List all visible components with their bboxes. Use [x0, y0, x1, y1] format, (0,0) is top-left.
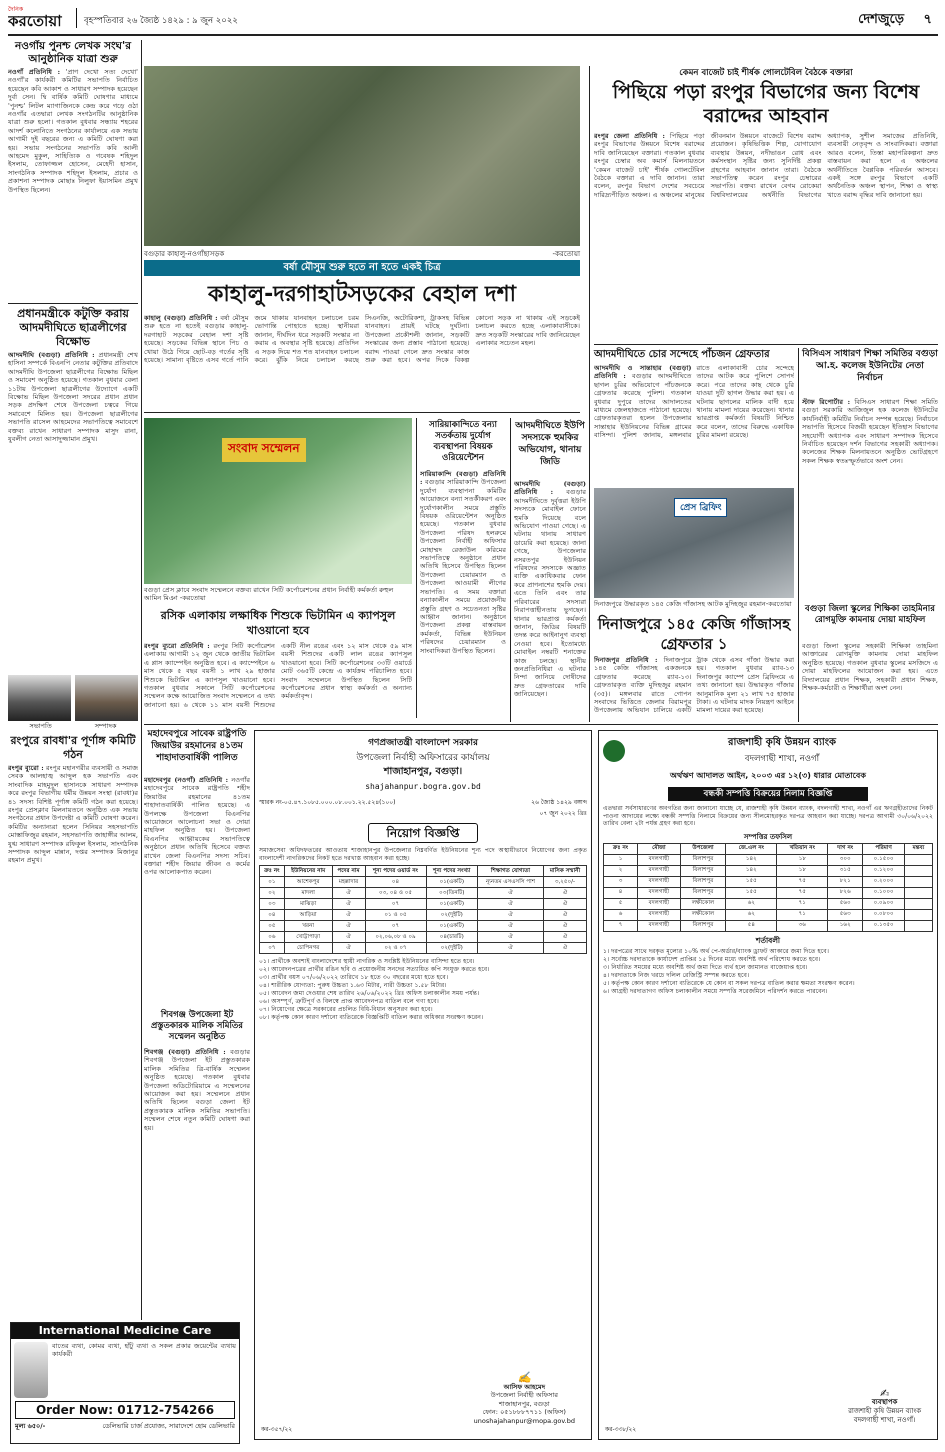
sariakandi-divider	[510, 418, 511, 722]
secretary-caption: সম্পাদক	[94, 722, 117, 730]
bank-table-cell: ১৫৫	[726, 876, 777, 887]
bank-table-cell: ০.১২০০	[863, 865, 905, 876]
bank-table-cell: ৬২	[726, 909, 777, 920]
story2-text: প্রধানমন্ত্রী শেখ হাসিনা সম্পর্কে বিএনপি নেতার কটুক্তির প্রতিবাদে আদমদীঘি উপজেলা ছাত্রলীগের বিক্ষোভ মিছিল ও সমাবেশ অনুষ্ঠিত হয়েছে। গতকাল বুধবার বেলা ১১টায় উপজেলা ছাত্রলীগের উদ্যোগে একটি বিক্ষোভ মিছিল উপজেলা সদরের প্রধান প্রধান সড়ক প্রদক্ষিণ শেষে উপজেলা চত্বরে গিয়ে সমাবেশে মিলিত হয়। উপজেলা ছাত্রলীগের সভাপতি রাসেল আহমেদের সভাপতিত্বে সমাবেশে বক্তব্য রাখেন সাধারণ সম্পাদক মাসুদ রানা, যুবলীগ নেতা আসাদুজ্জামান প্রমুখ।	[8, 351, 138, 444]
kahalu-bottom-rule	[144, 412, 580, 413]
govt-table-header-cell: মাসিক সম্মানী	[543, 866, 586, 877]
page-number: ৭	[923, 12, 932, 27]
govt-table-cell: মহল্লাদার	[332, 877, 365, 888]
bank-code: কর-৩৩৮/২২	[605, 1426, 637, 1433]
bank-table-cell: ০.০৮০০	[863, 909, 905, 920]
story2-byline: আদমদীঘি (বগুড়া) প্রতিনিধি :	[8, 351, 95, 359]
left-column	[8, 40, 138, 1316]
bank-table-cell	[905, 898, 933, 909]
bank-term-item: ৫। কর্তৃপক্ষ কোন কারণ দর্শানো ব্যতিরেকে যে কোন বা সকল দরপত্র বাতিল করার ক্ষমতা সংরক্ষণ করেন।	[603, 979, 855, 987]
bcs-body	[802, 398, 938, 598]
ad-body: বাতের ব্যথা, কোমর ব্যথা, হাঁটু ব্যথা ও সকল প্রকার জয়েন্টের ব্যথায় কার্যকরী	[52, 1342, 236, 1358]
govt-table-row	[260, 877, 587, 888]
govt-table-row	[260, 888, 587, 899]
mohadevpur-byline: মহাদেবপুর (নওগাঁ) প্রতিনিধি :	[144, 776, 229, 784]
press-divider	[416, 418, 417, 718]
kahalu-text: বর্ষা মৌসুম শুরু হতে না হতেই বগুড়ার কাহালু-দরগাহাট সড়কের বেহাল দশা সৃষ্টি হয়েছে। সড়কের বিভিন্ন স্থানে পিচ ও খোয়া উঠে গিয়ে ছোট-বড় গর্তের সৃষ্টি হয়েছে। সামান্য বৃষ্টিতে এসব গর্তে পানি জমে থাকায় যানবাহন চলাচলে চরম ভোগান্তি পোহাতে হচ্ছে। স্থানীয়রা জানান, দীর্ঘদিন ধরে সড়কটি সংস্কার না করায় এ অবস্থার সৃষ্টি হয়েছে। প্রতিদিন এ সড়ক দিয়ে শত শত যানবাহন চলাচল করে। ঝুঁকি নিয়ে চলাচল করছে সিএনজি, অটোরিকশা, ট্রাকসহ বিভিন্ন যানবাহন। প্রায়ই ঘটছে দুর্ঘটনা। উপজেলা প্রকৌশলী জানান, সড়কটি সংস্কারের জন্য প্রস্তাব পাঠানো হয়েছে। বরাদ্দ পাওয়া গেলে দ্রুত সংস্কার কাজ শুরু করা হবে। অপর দিকে বিকল্প কোনো সড়ক না থাকায় এই সড়কেই চলাচল করতে হচ্ছে এলাকাবাসীকে। দ্রুত সড়কটি সংস্কারের দাবি জানিয়েছেন এলাকার সচেতন মহল।	[144, 314, 580, 365]
bank-table-cell	[905, 854, 933, 865]
govt-memo: স্মারক নং-০৫.৪৭.১০৮৫.০০০.০৮.০০১.২২.৫২৪(১০০)	[259, 799, 396, 806]
bank-table-cell: লক্ষীকোল	[680, 909, 726, 920]
govt-table-cell: ঐ	[478, 943, 544, 954]
shibganj-body	[144, 1048, 250, 1316]
bank-table-cell: ০.১৩৫০	[863, 920, 905, 931]
rangpur-kicker: কেমন বাজেট চাই শীর্ষক গোলটেবিল বৈঠকে বক্তারা	[679, 68, 853, 78]
mid-page-rule	[144, 724, 938, 725]
bank-table-cell: ৭১	[777, 898, 828, 909]
bank-table-cell: বদলগাছী	[638, 865, 681, 876]
govt-table-cell: ০১(একটি)	[426, 877, 477, 888]
govt-table-cell: খোট্টাপাড়া	[284, 932, 332, 943]
bank-auction-notice	[598, 730, 938, 1440]
bank-table-row	[604, 865, 933, 876]
govt-table-cell: ০৩(তিনটি)	[426, 888, 477, 899]
sariakandi-text: বগুড়ার সারিয়াকান্দি উপজেলা দুর্যোগ ব্যবস্থাপনা কমিটির আয়োজনে বন্যা সতর্কীকরণ এবং দুর্যোগকালীন সময়ে প্রস্তুতি বিষয়ক ওরিয়েন্টেশন অনুষ্ঠিত হয়েছে। গতকাল বুধবার উপজেলা পরিষদ হলরুমে উপজেলা নির্বাহী অফিসার মোহাম্মদ রেজাউল করিমের সভাপতিত্বে অনুষ্ঠানে প্রধান অতিথি হিসেবে উপস্থিত ছিলেন উপজেলা চেয়ারম্যান ও উপজেলা আওয়ামী লীগের সভাপতি। এ সময় বক্তারা বন্যাকালীন সময়ে প্রয়োজনীয় প্রস্তুতি গ্রহণ ও সচেতনতা সৃষ্টির আহ্বান জানান। অনুষ্ঠানে উপজেলা প্রকল্প বাস্তবায়ন কর্মকর্তা, বিভিন্ন ইউনিয়ন পরিষদের চেয়ারম্যান ও সাংবাদিকরা উপস্থিত ছিলেন।	[420, 478, 506, 655]
logo-top: দৈনিক	[8, 6, 24, 13]
govt-sign-role: উপজেলা নির্বাহী অফিসার	[490, 1391, 558, 1399]
rangpur-body	[594, 132, 938, 342]
bank-table-cell: ৭	[604, 920, 638, 931]
govt-condition-item: ০৭। নিয়োগের ক্ষেত্রে সরকারের প্রচলিত বিধি-বিধান অনুসরণ করা হবে।	[259, 1006, 433, 1014]
govt-code: কর-৩৫৭/২২	[261, 1426, 293, 1433]
story3-byline: রংপুর ব্যুরো :	[8, 764, 44, 772]
govt-table-cell: ঐ	[332, 910, 365, 921]
govt-table-cell: ৩,২৫০/-	[543, 877, 586, 888]
ganja-banner: প্রেস ব্রিফিং	[674, 498, 727, 517]
press-banner: সংবাদ সম্মেলন	[222, 438, 306, 462]
govt-table-cell: ঐ	[332, 888, 365, 899]
govt-line1: গণপ্রজাতন্ত্রী বাংলাদেশ সরকার	[368, 738, 478, 748]
logo	[8, 6, 72, 30]
bank-table-row	[604, 920, 933, 931]
bank-table-row	[604, 854, 933, 865]
govt-table-cell: ০২ ও ০৭	[365, 943, 426, 954]
govt-table-cell: ন্যূনতম এসএসসি পাশ	[478, 877, 544, 888]
press-text: রংপুর সিটি কর্পোরেশন এলাকায় আগামী ১২ জুন থেকে জাতীয় ভিটামিন এ প্লাস ক্যাম্পেইন অনুষ্ঠিত হবে। এ ক্যাম্পেইনে ৬ মাস থেকে ৫ বছর বয়সী ১ লাখ ২৯ হাজার শিশুকে ভিটামিন এ ক্যাপসুল খাওয়ানো হবে। গতকাল বুধবার সকালে সিটি কর্পোরেশনের সম্মেলন কক্ষে আয়োজিত সংবাদ সম্মেলনে এ তথ্য জানানো হয়। ৬ থেকে ১১ মাস বয়সী শিশুদের একটি নীল রঙের এবং ১২ মাস থেকে ৫৯ মাস বয়সী শিশুদের একটি লাল রঙের ক্যাপসুল খাওয়ানো হবে। সিটি কর্পোরেশনের ৩৩টি ওয়ার্ডে মোট ৩৬৫টি কেন্দ্রে এ কার্যক্রম পরিচালিত হবে। সংবাদ সম্মেলনে উপস্থিত ছিলেন সিটি কর্পোরেশনের প্রধান স্বাস্থ্য কর্মকর্তা ও অন্যান্য কর্মকর্তাবৃন্দ।	[144, 642, 412, 709]
govt-condition-item: ০৩। প্রার্থীর বয়স ০৭/০৬/২০২২ তারিখে ১৮ হতে ৩০ বছরের মধ্যে হতে হবে।	[259, 974, 449, 982]
bank-term-item: ২। সর্বোচ্চ দরদাতাকে কার্যাদেশ প্রাপ্তির ১৫ দিনের মধ্যে অবশিষ্ট অর্থ পরিশোধ করতে হবে।	[603, 955, 821, 963]
govt-table-cell: ঐ	[332, 932, 365, 943]
govt-condition-item: ০১। প্রার্থীকে অবশ্যই বাংলাদেশের স্থায়ী নাগরিক ও সংশ্লিষ্ট ইউনিয়নের বাসিন্দা হতে হবে।	[259, 958, 475, 966]
road-photo	[144, 66, 580, 246]
rangpur-byline: রংপুর জেলা প্রতিনিধি :	[594, 132, 665, 140]
bank-table-cell: ৩০০	[828, 854, 863, 865]
bcs-byline: স্টাফ রিপোর্টার :	[802, 398, 850, 406]
bank-table-cell: বদলগাছী	[638, 920, 681, 931]
bank-table-header-cell: মৌজা	[638, 843, 681, 854]
press-headline: রসিক এলাকায় লক্ষাধিক শিশুকে ভিটামিন এ ক্যাপসুল খাওয়ানো হবে	[160, 609, 396, 637]
govt-vacancy-table	[259, 865, 587, 954]
press-conference-photo	[144, 418, 412, 584]
rangpur-bottom-rule	[594, 344, 938, 345]
bank-law: অর্থঋণ আদালত আইন, ২০০৩ এর ১২(৩) ধারার মোতাবেক	[670, 771, 866, 780]
govt-table-cell: ঐ	[478, 888, 544, 899]
story1-body	[8, 68, 138, 300]
bank-table-cell: ১৮	[777, 865, 828, 876]
ganja-body	[594, 656, 794, 722]
govt-table-cell: ০২(দুইটি)	[426, 943, 477, 954]
govt-table-cell: ঐ	[332, 943, 365, 954]
mohadevpur-text: নওগাঁর মহাদেবপুরে সাবেক রাষ্ট্রপতি শহীদ জিয়াউর রহমানের ৪১তম শাহাদাতবার্ষিকী পালিত হয়েছে। এ উপলক্ষে উপজেলা বিএনপির আয়োজনে আলোচনা সভা ও দোয়া মাহফিল অনুষ্ঠিত হয়। উপজেলা বিএনপির আহ্বায়কের সভাপতিত্বে অনুষ্ঠানে প্রধান অতিথি হিসেবে বক্তব্য রাখেন জেলা বিএনপির সদস্য সচিব। বক্তারা শহীদ জিয়ার জীবন ও কর্মের ওপর আলোকপাত করেন।	[144, 776, 250, 877]
bank-term-item: ৪। দরদাতাকে নিজ খরচে দলিল রেজিস্ট্রি সম্পন্ন করতে হবে।	[603, 971, 750, 979]
bank-table-cell: ১৪২	[726, 865, 777, 876]
govt-intro: সমাজসেবা অধিদফতরের আওতায় শাজাহানপুর উপজেলার নিম্নবর্ণিত ইউনিয়নের শূন্য পদে অস্থায়ীভাবে নিয়োগের জন্য প্রকৃত বাংলাদেশী নাগরিকদের নিকট হতে দরখাস্ত আহবান করা হচ্ছে।	[259, 847, 587, 862]
bank-table-cell: লক্ষীকোল	[680, 898, 726, 909]
bank-sign-bank: রাজশাহী কৃষি উন্নয়ন ব্যাংক	[848, 1407, 921, 1415]
mohadevpur-headline: মহাদেবপুরে সাবেক রাষ্ট্রপতি জিয়াউর রহমানের ৪১তম শাহাদাতবার্ষিকী পালিত	[147, 729, 247, 763]
bank-table-cell: ১৮	[777, 854, 828, 865]
govt-table-row	[260, 910, 587, 921]
govt-table-cell: ০৬	[260, 932, 285, 943]
govt-table-cell: ০২(দুইটি)	[426, 910, 477, 921]
sariakandi-body	[420, 470, 506, 722]
upmember-body	[514, 480, 586, 722]
theft-body	[594, 364, 794, 484]
theft-byline: আদমদীঘি ও সান্তাহার (বগুড়া) প্রতিনিধি :	[594, 364, 692, 381]
ad-order[interactable]: Order Now: 01712-754266	[15, 1401, 235, 1419]
bank-sign-role: ব্যবস্থাপক	[871, 1398, 898, 1406]
govt-table-cell: মাঝিড়া	[284, 899, 332, 910]
bank-table-cell: ৫	[604, 898, 638, 909]
story2-body	[8, 351, 138, 669]
masthead-divider	[76, 8, 77, 28]
govt-table-header-cell: ক্রঃ নং	[260, 866, 285, 877]
govt-line3: শাজাহানপুর, বগুড়া।	[383, 766, 463, 777]
bank-table-header-cell: খতিয়ান নং	[777, 843, 828, 854]
govt-table-cell: ০৭	[365, 899, 426, 910]
center-right-divider	[589, 66, 590, 722]
rangpur-headline: পিছিয়ে পড়া রংপুর বিভাগের জন্য বিশেষ বরাদ্দের আহবান	[612, 81, 920, 127]
school-headline: বগুড়া জিলা স্কুলের শিক্ষিকা তাহমিনার রোগমুক্তি কামনায় দোয়া মাহফিল	[805, 604, 935, 625]
govt-table-cell: আড়িয়া	[284, 910, 332, 921]
bank-table-cell	[905, 920, 933, 931]
bank-table-cell: ২	[604, 865, 638, 876]
president-photo	[8, 675, 71, 721]
bank-table-header-cell: ক্রঃ নং	[604, 843, 638, 854]
bank-sign-branch: বদলগাছী শাখা, নওগাঁ।	[853, 1416, 916, 1424]
story1-text: 'প্রাণ দেখো সত্য দেখো' নওগাঁ'র কার্যকরী কমিটির সভাপতি নির্বাচিত হয়েছেন কবি আকাশ ও সাধারণ সম্পাদক হয়েছেন দুর্বা সেন। দ্বি বার্ষিক কমিটি ঘোষণার মাধ্যমে 'পুনশ্চ' লিটল ম্যাগাজিনকে কেন্দ্র করে গড়ে ওঠা নওগাঁর এতদ্বারা লেখক সংগঠনটির আনুষ্ঠানিক যাত্রা শুরু হলো। গতকাল বুধবার সন্ধ্যায় শহরের আদর্শ কলোনিতে সংগঠনের কার্যালয়ে এক সভায় আগামী দুই বছরের জন্য এ কমিটি ঘোষণা করা হয়। সভায় সংগঠনের সভাপতি কবি আলী আহমেদ মুকুল, সাহিত্যিক ও গবেষক শহিদুল ইসলাম, তোফাজ্জল হোসেন, মেহেদী হাসান, সাংগঠনিক সম্পাদক শহিদুল ইসলাম, প্রচার ও প্রকাশনা সম্পাদক মোছাঃ নিলুফা ইয়াসমিন প্রমুখ উপস্থিত ছিলেন।	[8, 68, 138, 194]
medicine-bottle-image	[14, 1342, 48, 1398]
bank-term-item: ৬। আগ্রহী দরদাতাগণ অফিস চলাকালীন সময়ে সম্পত্তি সরেজমিনে পরিদর্শন করতে পারবেন।	[603, 987, 828, 995]
press-photo-credit: -করতোয়া	[179, 594, 206, 602]
govt-signature-icon: ✍	[517, 1371, 532, 1384]
govt-table-cell: ০১ ও ০৫	[365, 910, 426, 921]
bank-table-title: সম্পত্তির তফসিল	[743, 832, 793, 841]
govt-table-cell: ঐ	[478, 932, 544, 943]
shibganj-headline: শিবগঞ্জ উপজেলা ইট প্রস্তুতকারক মালিক সমিতির সম্মেলন অনুষ্ঠিত	[151, 1010, 243, 1042]
govt-table-header-cell: শূন্য পদের ওয়ার্ড নং	[365, 866, 426, 877]
bank-table-cell: বদলগাছী	[638, 887, 681, 898]
bank-table-header-cell: দাগ নং	[828, 843, 863, 854]
govt-table-header-cell: ইউনিয়নের নাম	[284, 866, 332, 877]
bank-table-cell: ৫৬০	[828, 898, 863, 909]
govt-table-cell: ঐ	[332, 921, 365, 932]
bank-table-cell: বিলাশপুর	[680, 854, 726, 865]
ad-price: মূল্য ৬৫০/-	[15, 1422, 46, 1430]
bank-table-cell: ৪	[604, 887, 638, 898]
bank-table-row	[604, 909, 933, 920]
govt-table-cell: চোপিনগর	[284, 943, 332, 954]
govt-sign-email[interactable]: unoshajahanpur@mopa.gov.bd	[473, 1416, 575, 1425]
bank-terms	[603, 948, 933, 996]
govt-condition-item: ০৬। অসম্পূর্ণ, ত্রুটিপূর্ণ ও বিলম্বে প্রাপ্ত আবেদনপত্র বাতিল বলে গণ্য হবে।	[259, 998, 439, 1006]
bank-table-cell: ০.২০০০	[863, 876, 905, 887]
govt-table-cell: ০২,০৬,০৮ ও ০৯	[365, 932, 426, 943]
story2-headline: প্রধানমন্ত্রীকে কটুক্তি করায় আদমদীঘিতে ছাত্রলীগের বিক্ষোভ	[17, 307, 129, 348]
bank-table-cell	[905, 909, 933, 920]
bank-table-cell	[905, 887, 933, 898]
press-photo-caption-row	[144, 586, 412, 606]
upmember-text: বগুড়ার আদমদীঘিতে দুর্বৃত্তরা ইউপি সদস্যকে মোবাইল ফোনে হুমকি দিয়েছে বলে অভিযোগ পাওয়া গেছে। এ ঘটনায় থানায় সাধারণ ডায়েরি করা হয়েছে। জানা গেছে, উপজেলার নসরতপুর ইউনিয়ন পরিষদের সদস্যকে অজ্ঞাত ব্যক্তি একাধিকবার ফোন করে প্রাণনাশের হুমকি দেয়। এতে তিনি এবং তার পরিবারের সদস্যরা নিরাপত্তাহীনতায় ভুগছেন। থানার ভারপ্রাপ্ত কর্মকর্তা জানান, জিডির বিষয়টি তদন্ত করে আইনানুগ ব্যবস্থা নেওয়া হবে। ইতোমধ্যে মোবাইল নম্বরটি শনাক্তের কাজ চলছে। স্থানীয় জনপ্রতিনিধিরা এ ঘটনার নিন্দা জানিয়ে দোষীদের দ্রুত গ্রেফতারের দাবি জানিয়েছেন।	[514, 488, 586, 699]
bank-table-cell	[905, 876, 933, 887]
bank-table-cell: বিলাশপুর	[680, 865, 726, 876]
issue-date: বৃহস্পতিবার ২৬ জ্যৈষ্ঠ ১৪২৯ : ৯ জুন ২০২২	[84, 16, 238, 26]
bank-table-header-cell: মন্তব্য	[905, 843, 933, 854]
bank-table-cell: ৩	[604, 876, 638, 887]
bank-table-cell: বদলগাছী	[638, 909, 681, 920]
govt-conditions	[259, 958, 587, 1022]
masthead-rule	[8, 34, 938, 36]
president-caption: সভাপতি	[29, 722, 52, 730]
govt-table-cell: ঐ	[478, 899, 544, 910]
ganja-byline: দিনাজপুর প্রতিনিধি :	[594, 656, 658, 664]
bank-table-cell: ০.০৯০০	[863, 898, 905, 909]
govt-table-cell: ঐ	[543, 910, 586, 921]
govt-table-cell: ঐ	[332, 899, 365, 910]
govt-table-row	[260, 943, 587, 954]
press-byline: রংপুর ব্যুরো প্রতিনিধি :	[144, 642, 210, 650]
ganja-headline: দিনাজপুরে ১৪৫ কেজি গাঁজাসহ গ্রেফতার ১	[597, 615, 791, 653]
story1-byline: নওগাঁ প্রতিনিধি :	[8, 68, 61, 76]
govt-table-cell: আশেকপুর	[284, 877, 332, 888]
govt-table-cell: ঐ	[543, 932, 586, 943]
story3-body	[8, 764, 138, 1304]
sariakandi-headline: সারিয়াকান্দিতে বন্যা সতর্কতায় দুর্যোগ ব্যবস্থাপনা বিষয়ক ওরিয়েন্টেশন	[429, 420, 497, 463]
govt-table-cell: ঐ	[478, 921, 544, 932]
govt-sign-name: আসিফ আহমেদ	[503, 1382, 545, 1391]
bank-table-cell: ১৪২	[726, 854, 777, 865]
bank-table-cell: ৫৬৩	[828, 909, 863, 920]
govt-table-cell: মাদলা	[284, 888, 332, 899]
section-name: দেশজুড়ে	[858, 12, 904, 27]
bank-table-row	[604, 898, 933, 909]
bank-term-item: ১। দরপত্রের সাথে দরকৃত মূল্যের ১০% অর্থ পে-অর্ডার/ব্যাংক ড্রাফট আকারে জমা দিতে হবে।	[603, 947, 829, 955]
govt-table-row	[260, 899, 587, 910]
govt-table-cell: ০৭	[260, 943, 285, 954]
govt-table-cell: ০৪	[365, 877, 426, 888]
bank-table-header-cell: পরিমাণ	[863, 843, 905, 854]
bank-title: বন্ধকী সম্পত্তি বিক্রয়ের নিলাম বিজ্ঞপ্তি	[668, 787, 868, 801]
bank-table-header-cell: জে.এল নং	[726, 843, 777, 854]
school-body: বগুড়া জিলা স্কুলের সহকারী শিক্ষিকা তাহমিনা আক্তারের রোগমুক্তি কামনায় দোয়া মাহফিল অনুষ্ঠিত হয়েছে। গতকাল বুধবার স্কুলের মসজিদে এ দোয়া মাহফিলের আয়োজন করা হয়। এতে বিদ্যালয়ের প্রধান শিক্ষক, সহকারী প্রধান শিক্ষক, শিক্ষক-কর্মচারী ও শিক্ষার্থীরা অংশ নেন।	[802, 642, 938, 693]
masthead	[8, 6, 938, 32]
govt-table-header-cell: শূন্য পদের সংখ্যা	[426, 866, 477, 877]
press-photo-caption: বগুড়া প্রেস ক্লাবে সংবাদ সম্মেলনে বক্তব্য রাখেন সিটি কর্পোরেশনের প্রধান নির্বাহী কর্মকর্তা রুহুল আমিন মিঞা	[144, 586, 394, 602]
bank-table-cell: ৬	[604, 909, 638, 920]
govt-condition-item: ০৮। কর্তৃপক্ষ কোন কারণ দর্শানো ব্যতিরেকে বিজ্ঞপ্তিটি বাতিল করার অধিকার সংরক্ষণ করেন।	[259, 1014, 484, 1022]
govt-job-notice	[254, 730, 592, 1440]
bank-table-cell: ৩১৫	[828, 865, 863, 876]
bank-table-cell: ৮২১	[828, 876, 863, 887]
bank-table-cell: ৭৫	[777, 876, 828, 887]
bank-table-cell: ৩৬	[777, 920, 828, 931]
bank-terms-title: শর্তাবলী	[755, 935, 781, 945]
sariakandi-byline: সারিয়াকান্দি (বগুড়া) প্রতিনিধি :	[420, 470, 506, 487]
govt-table-cell: ঐ	[543, 921, 586, 932]
govt-sign-place: শাজাহানপুর, বগুড়া	[498, 1399, 550, 1408]
govt-condition-item: ০২। আবেদনপত্রের প্রার্থীর রঙিন ছবি ও প্রয়োজনীয় সনদের সত্যায়িত কপি সংযুক্ত করতে হবে।	[259, 966, 490, 974]
govt-table-cell: খরনা	[284, 921, 332, 932]
govt-sign-phone: ফোন: ০৫১৮৮৮৭৭১১ (অফিস)	[482, 1408, 566, 1416]
ganja-text: দিনাজপুরে ১৪৫ কেজি গাঁজাসহ একজনকে গ্রেফতার করেছে র‌্যাব-১৩। গ্রেফতারকৃত ব্যক্তি মুদিহজুর রহমান (৩৫)। মঙ্গলবার রাতে গোপন সংবাদের ভিত্তিতে জেলার বিরামপুর উপজেলায় অভিযান চালিয়ে একটি ট্রাক থেকে এসব গাঁজা উদ্ধার করা হয়। গতকাল বুধবার র‌্যাব-১৩ দিনাজপুর ক্যাম্পে প্রেস ব্রিফিংয়ে এ তথ্য জানানো হয়। উদ্ধারকৃত গাঁজার আনুমানিক মূল্য ২১ লাখ ৭৫ হাজার টাকা। এ ঘটনায় মাদক নিয়ন্ত্রণ আইনে মামলা দায়ের করা হয়েছে।	[594, 656, 794, 715]
govt-table-cell: ০৪	[260, 910, 285, 921]
bank-table-cell: ১৫৫	[726, 887, 777, 898]
rangpur-text: পিছিয়ে পড়া রংপুর বিভাগের উন্নয়নে বিশেষ বরাদ্দের দাবি জানিয়েছেন বক্তারা। গতকাল বুধবার রংপুর চেম্বার অব কমার্স মিলনায়তনে 'কেমন বাজেট চাই' শীর্ষক গোলটেবিল বৈঠকে বক্তারা এ দাবি জানান। তারা বলেন, রংপুর বিভাগ দেশের সবচেয়ে দারিদ্র্যপীড়িত অঞ্চল। এ অঞ্চলের মানুষের জীবনমান উন্নয়নে বাজেটে বিশেষ বরাদ্দ প্রয়োজন। কৃষিভিত্তিক শিল্প, যোগাযোগ ব্যবস্থার উন্নয়ন, নদীভাঙন রোধ এবং কর্মসংস্থান সৃষ্টির জন্য সুনির্দিষ্ট প্রকল্প গ্রহণের আহবান জানান তারা। বৈঠকে সভাপতিত্ব করেন রংপুর চেম্বারের সভাপতি। বক্তব্য রাখেন বেগম রোকেয়া বিশ্ববিদ্যালয়ের অর্থনীতি বিভাগের অধ্যাপক, সুশীল সমাজের প্রতিনিধি, ব্যবসায়ী নেতৃবৃন্দ ও সাংবাদিকরা। বক্তারা আরও বলেন, তিস্তা মহাপরিকল্পনা দ্রুত বাস্তবায়ন করা হলে এ অঞ্চলের অর্থনীতিতে বৈপ্লবিক পরিবর্তন আসবে। একই সঙ্গে রংপুর বিভাগে একটি অর্থনৈতিক অঞ্চল স্থাপন, শিক্ষা ও স্বাস্থ্য খাতে বরাদ্দ বৃদ্ধির দাবি জানানো হয়।	[594, 132, 938, 199]
bank-table-cell: বিলাশপুর	[680, 887, 726, 898]
govt-table-cell: ঐ	[543, 943, 586, 954]
govt-condition-item: ০৫। আবেদন জমা দেওয়ার শেষ তারিখ ২৬/০৬/২০২২ খ্রিঃ অফিস চলাকালীন সময় পর্যন্ত।	[259, 990, 480, 998]
govt-table-cell: ০২	[260, 888, 285, 899]
bank-table-cell: বদলগাছী	[638, 898, 681, 909]
theft-text: বগুড়ার আদমদীঘিতে ছাগল চুরির অভিযোগে পাঁচজনকে গ্রেফতার করেছে পুলিশ। গতকাল বুধবার দুপুরে তাদের আদালতের মাধ্যমে জেলহাজতে পাঠানো হয়েছে। গ্রেফতারকৃতরা হলেন উপজেলার সান্তাহার ইউনিয়নের বিভিন্ন গ্রামের বাসিন্দা। পুলিশ জানায়, মঙ্গলবার রাতে এলাকাবাসী চোর সন্দেহে তাদের আটক করে পুলিশে সোপর্দ করে। পরে তাদের কাছ থেকে চুরি যাওয়া দুটি ছাগল উদ্ধার করা হয়। এ ঘটনায় ছাগলের মালিক বাদী হয়ে থানায় মামলা দায়ের করেছেন। থানার ভারপ্রাপ্ত কর্মকর্তা বিষয়টি নিশ্চিত করে বলেন, তাদের বিরুদ্ধে একাধিক চুরির মামলা রয়েছে।	[594, 364, 794, 440]
bank-logo-icon	[603, 740, 625, 762]
bank-table-cell: ৬২	[726, 898, 777, 909]
govt-condition-item: ০৪। শারীরিক যোগ্যতা: পুরুষ উচ্চতা ১.৬৩ মিটার, নারী উচ্চতা ১.৫৮ মিটার।	[259, 982, 447, 990]
story3-text: রংপুর মহানগরীর ব্যবসায়ী ও সমাজ সেবক আলহাজ্ব আব্দুল হক সভাপতি এবং সাংবাদিক মাহমুদুল হাসানকে সাধারণ সম্পাদক করে রংপুর বিভাগীয় ধর্মীয় উন্নয়ন সংস্থা (রাবধা)র ৪১ সদস্য বিশিষ্ট পূর্ণাঙ্গ কমিটি গঠন করা হয়েছে। রংপুর প্রেসক্লাব মিলনায়তনে অনুষ্ঠিত এক সভায় সংগঠনের প্রধান উপদেষ্টা এ কমিটি ঘোষণা করেন। কমিটির অন্যান্যরা হলেন সিনিয়র সহসভাপতি মোস্তাফিজুর রহমান, সহসভাপতি জাহাঙ্গীর আলম, যুগ্ম সাধারণ সম্পাদক রফিকুল ইসলাম, সাংগঠনিক সম্পাদক আব্দুল মান্নান, দপ্তর সম্পাদক মিজানুর রহমান প্রমুখ।	[8, 764, 138, 865]
govt-table-header-cell: পদের নাম	[332, 866, 365, 877]
road-photo-caption-row	[144, 248, 580, 258]
bank-table-cell: ৭১	[777, 909, 828, 920]
bank-table-cell: ৮২৬	[828, 887, 863, 898]
bank-line1: রাজশাহী কৃষি উন্নয়ন ব্যাংক	[727, 737, 837, 748]
govt-table-cell: ০১(একটি)	[426, 921, 477, 932]
govt-table-row	[260, 921, 587, 932]
govt-table-cell: ০৫	[260, 921, 285, 932]
bank-table-cell: ০.১০০০	[863, 887, 905, 898]
bank-table-cell: ৭৫	[777, 887, 828, 898]
bank-property-table	[603, 843, 933, 932]
bank-table-cell: ৫৪	[726, 920, 777, 931]
govt-table-cell: ঐ	[478, 910, 544, 921]
bank-table-cell: বিলাশপুর	[680, 876, 726, 887]
bcs-headline: বিসিএস সাধারণ শিক্ষা সমিতির বগুড়া আ.হ. কলেজ ইউনিটের নেতা নির্বাচন	[802, 349, 938, 383]
secretary-photo	[75, 675, 138, 721]
upmember-byline: আদমদীঘি (বগুড়া) প্রতিনিধি :	[514, 480, 586, 497]
ad-title: International Medicine Care	[11, 1323, 239, 1339]
shibganj-text: বগুড়ার শিবগঞ্জ উপজেলা ইট প্রস্তুতকারক মালিক সমিতির ত্রি-বার্ষিক সম্মেলন অনুষ্ঠিত হয়েছে। গতকাল বুধবার উপজেলা অডিটোরিয়ামে এ সম্মেলনের আয়োজন করা হয়। সম্মেলনে প্রধান অতিথি ছিলেন বগুড়া জেলা ইট প্রস্তুতকারক মালিক সমিতির সভাপতি। সম্মেলন শেষে নতুন কমিটি ঘোষণা করা হয়।	[144, 1048, 250, 1132]
bank-table-cell: বদলগাছী	[638, 854, 681, 865]
ganja-photo-caption: দিনাজপুরে উদ্ধারকৃত ১৪৫ কেজি গাঁজাসহ আটক মুদিহজুর রহমান-করতোয়া	[594, 600, 792, 608]
govt-date2: ০৭ জুন ২০২২ খ্রিঃ	[539, 810, 587, 817]
govt-table-row	[260, 932, 587, 943]
ganja-photo	[594, 488, 794, 598]
road-photo-credit: -করতোয়া	[552, 250, 580, 258]
bank-table-cell: ০.১৫০০	[863, 854, 905, 865]
bank-table-header-cell: উপজেলা	[680, 843, 726, 854]
govt-title: নিয়োগ বিজ্ঞপ্তি	[368, 823, 478, 843]
kahalu-banner: বর্ষা মৌসুম শুরু হতে না হতে একই চিত্র	[144, 260, 580, 276]
govt-table-header-cell: শিক্ষাগত যোগ্যতা	[478, 866, 544, 877]
medicine-ad[interactable]	[10, 1322, 240, 1444]
bank-signature-icon: ✍	[879, 1387, 890, 1400]
divider	[8, 303, 138, 304]
govt-date1: ২৬ জ্যৈষ্ঠ ১৪২৯ বঙ্গাব্দ	[531, 799, 587, 806]
bcs-text: বিসিএস সাধারণ শিক্ষা সমিতি বগুড়া সরকারি আজিজুল হক কলেজ ইউনিটের কার্যনির্বাহী কমিটির নির্বাচন সম্পন্ন হয়েছে। নির্বাচনে সভাপতি হিসেবে বিজয়ী হয়েছেন ইতিহাস বিভাগের সহযোগী অধ্যাপক এবং সাধারণ সম্পাদক হিসেবে নির্বাচিত হয়েছেন দর্শন বিভাগের সহকারী অধ্যাপক। কলেজের শিক্ষক মিলনায়তনে অনুষ্ঠিত ভোটগ্রহণে সকল শিক্ষক স্বতঃস্ফূর্তভাবে অংশ নেন।	[802, 398, 938, 465]
story3-headline: রংপুরে রাবধা'র পূর্ণাঙ্গ কমিটি গঠন	[10, 734, 136, 761]
left-col-divider	[141, 40, 142, 1320]
govt-table-cell: ০৪(চারটি)	[426, 932, 477, 943]
upmember-headline: আদমদীঘিতে ইউপি সদস্যকে হুমকির অভিযোগ, থানায় জিডি	[515, 421, 585, 467]
bank-intro: এতদ্বারা সর্বসাধারণের অবগতির জন্য জানানো যাচ্ছে যে, রাজশাহী কৃষি উন্নয়ন ব্যাংক, বদলগাছী শাখা, নওগাঁ এর ঋণগ্রহীতাদের নিকট পাওনা আদায়ের লক্ষ্যে বন্ধকী সম্পত্তি নিলামে বিক্রয়ের জন্য সীলমোহরকৃত দরপত্র আহবান করা যাচ্ছে। দরপত্র আগামী ৩০/০৬/২০২২ তারিখ বেলা ২টা পর্যন্ত গ্রহণ করা হবে।	[603, 805, 933, 828]
kahalu-byline: কাহালু (বগুড়া) প্রতিনিধি :	[144, 314, 218, 322]
govt-table-cell: ০১	[260, 877, 285, 888]
govt-table-cell: ঐ	[543, 888, 586, 899]
kahalu-body	[144, 314, 580, 410]
bank-line2: বদলগাছী শাখা, নওগাঁ	[744, 754, 820, 764]
shibganj-byline: শিবগঞ্জ (বগুড়া) প্রতিনিধি :	[144, 1048, 226, 1056]
road-photo-caption: বগুড়ার কাহালু-নওগাঁছাসড়ক	[144, 250, 225, 258]
kahalu-headline: কাহালু-দরগাহাটসড়কের বেহাল দশা	[208, 282, 516, 307]
bank-table-row	[604, 887, 933, 898]
govt-table-cell: ০৭	[365, 921, 426, 932]
bank-table-cell: ১৬২	[828, 920, 863, 931]
bank-table-row	[604, 876, 933, 887]
bank-table-cell: ১	[604, 854, 638, 865]
theft-headline: আদমদীঘিতে চোর সন্দেহে পাঁচজন গ্রেফতার	[594, 349, 770, 360]
logo-text: করতোয়া	[8, 12, 62, 30]
bank-table-cell	[905, 865, 933, 876]
bank-term-item: ৩। নির্ধারিত সময়ের মধ্যে অবশিষ্ট অর্থ জমা দিতে ব্যর্থ হলে জামানত বাজেয়াপ্ত হবে।	[603, 963, 808, 971]
govt-line2: উপজেলা নির্বাহী অফিসারের কার্যালয়	[356, 753, 490, 763]
govt-table-cell: ঐ	[543, 899, 586, 910]
govt-table-cell: ০১(একটি)	[426, 899, 477, 910]
govt-table-cell: ০৩	[260, 899, 285, 910]
story1-headline: নওগাঁয় পুনশ্চ লেখক সংঘ'র আনুষ্ঠানিক যাত্রা শুরু	[14, 40, 132, 65]
theft-divider	[798, 348, 799, 722]
govt-table-cell: ০৩, ০৪ ও ০৫	[365, 888, 426, 899]
bank-table-cell: বদলগাছী	[638, 876, 681, 887]
govt-website[interactable]: shajahanpur.bogra.gov.bd	[365, 782, 481, 791]
bank-table-cell: বিলাশপুর	[680, 920, 726, 931]
ad-footer: ডেলিভারি চার্জ প্রযোজ্য, সারাদেশে হোম ডেলিভারি	[102, 1422, 235, 1430]
